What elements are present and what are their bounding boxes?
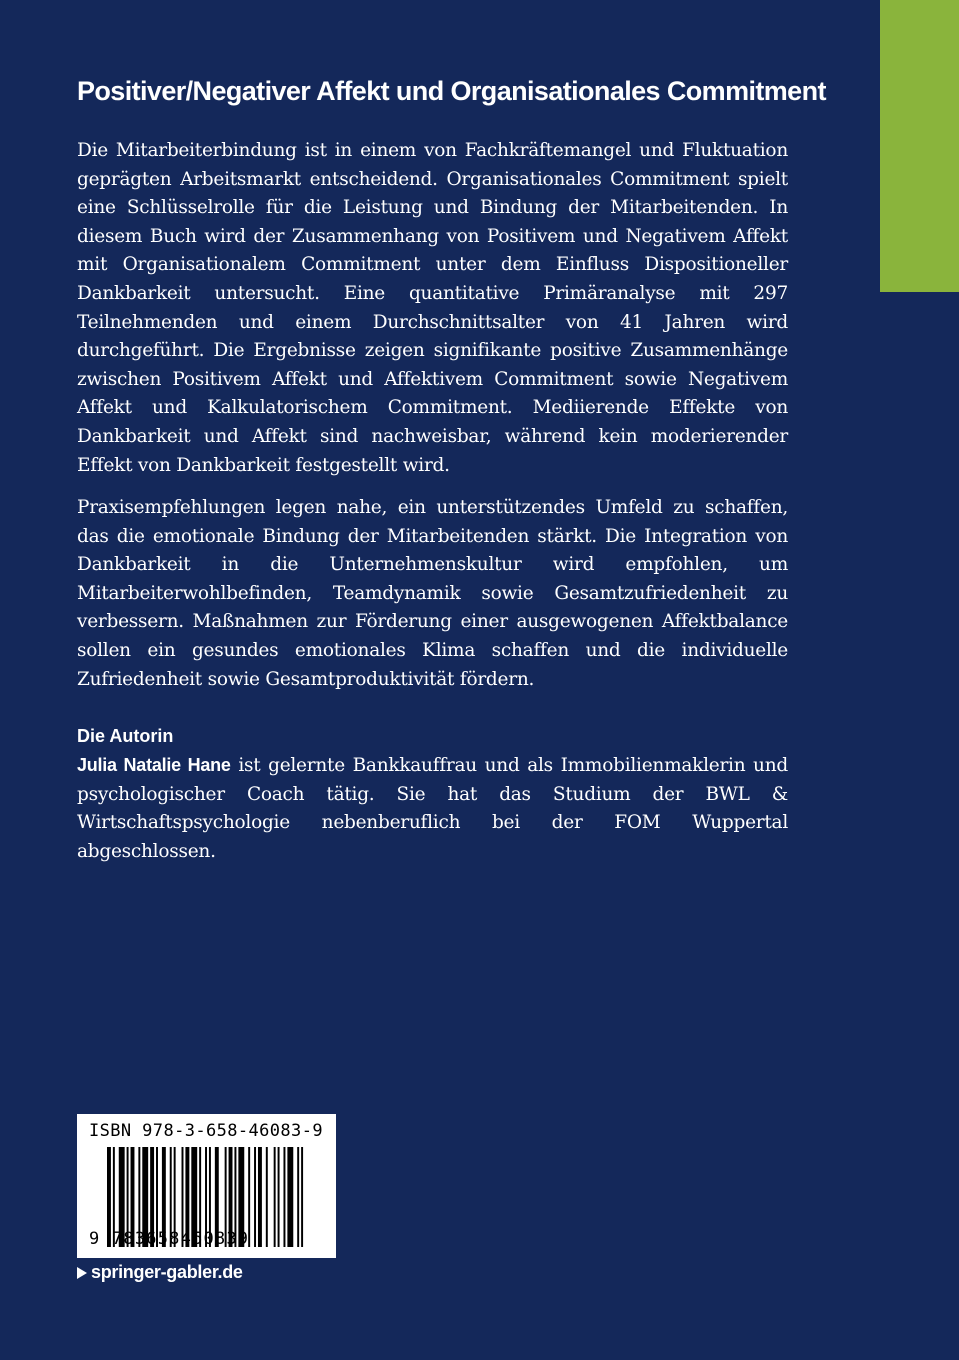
isbn-label: ISBN 978-3-658-46083-9 (89, 1121, 323, 1141)
accent-color-bar (880, 0, 959, 292)
author-name: Julia Natalie Hane (77, 755, 231, 775)
barcode-digits: 783658460839 (112, 1229, 250, 1249)
arrow-right-icon (77, 1267, 87, 1279)
author-heading: Die Autorin (77, 726, 174, 746)
author-bio-text: ist gelernte Bankkauffrau und als Immobilienmaklerin und psychologischer Coach tätig. Sie hat das Studium der BWL & Wirtschaftspsychologie nebenberuflich bei der FOM Wuppertal abgeschlossen. (77, 755, 788, 862)
description-paragraph-2: Praxisempfehlungen legen nahe, ein unterstützendes Umfeld zu schaffen, das die emotionale Bindung der Mitarbeitenden stärkt. Die Integration von Dankbarkeit in die Unternehmenskultur wird empfohlen, um Mitarbeiterwohlbefinden, Teamdynamik sowie Gesamtzufriedenheit zu verbessern. Maßnahmen zur Förderung einer ausgewogenen Affektbalance sollen ein gesundes emotionales Klima schaffen und die individuelle Zufriedenheit sowie Gesamtproduktivität fördern. (77, 497, 788, 690)
description-paragraph-1: Die Mitarbeiterbindung ist in einem von Fachkräftemangel und Fluktuation geprägten Arbeitsmarkt entscheidend. Organisationales Commitment spielt eine Schlüsselrolle für die Leistung und Bindung der Mitarbeitenden. In diesem Buch wird der Zusammenhang von Positivem und Negativem Affekt mit Organisationalem Commitment unter dem Einfluss Dispositioneller Dankbarkeit untersucht. Eine quantitative Primäranalyse mit 297 Teilnehmenden und einem Durchschnittsalter von 41 Jahren wird durchgeführt. Die Ergebnisse zeigen signifikante positive Zusammenhänge zwischen Positivem Affekt und Affektivem Commitment sowie Negativem Affekt und Kalkulatorischem Commitment. Mediierende Effekte von Dankbarkeit und Affekt sind nachweisbar, während kein moderierender Effekt von Dankbarkeit festgestellt wird. (77, 140, 788, 476)
book-title: Positiver/Negativer Affekt und Organisationales Commitment (77, 76, 826, 106)
barcode-bar (107, 1147, 111, 1247)
isbn-barcode-box (77, 1114, 336, 1258)
publisher-url: springer-gabler.de (91, 1262, 243, 1282)
barcode-first-digit: 9 (89, 1229, 100, 1249)
publisher-link[interactable] (77, 1262, 243, 1283)
author-bio (77, 751, 788, 866)
